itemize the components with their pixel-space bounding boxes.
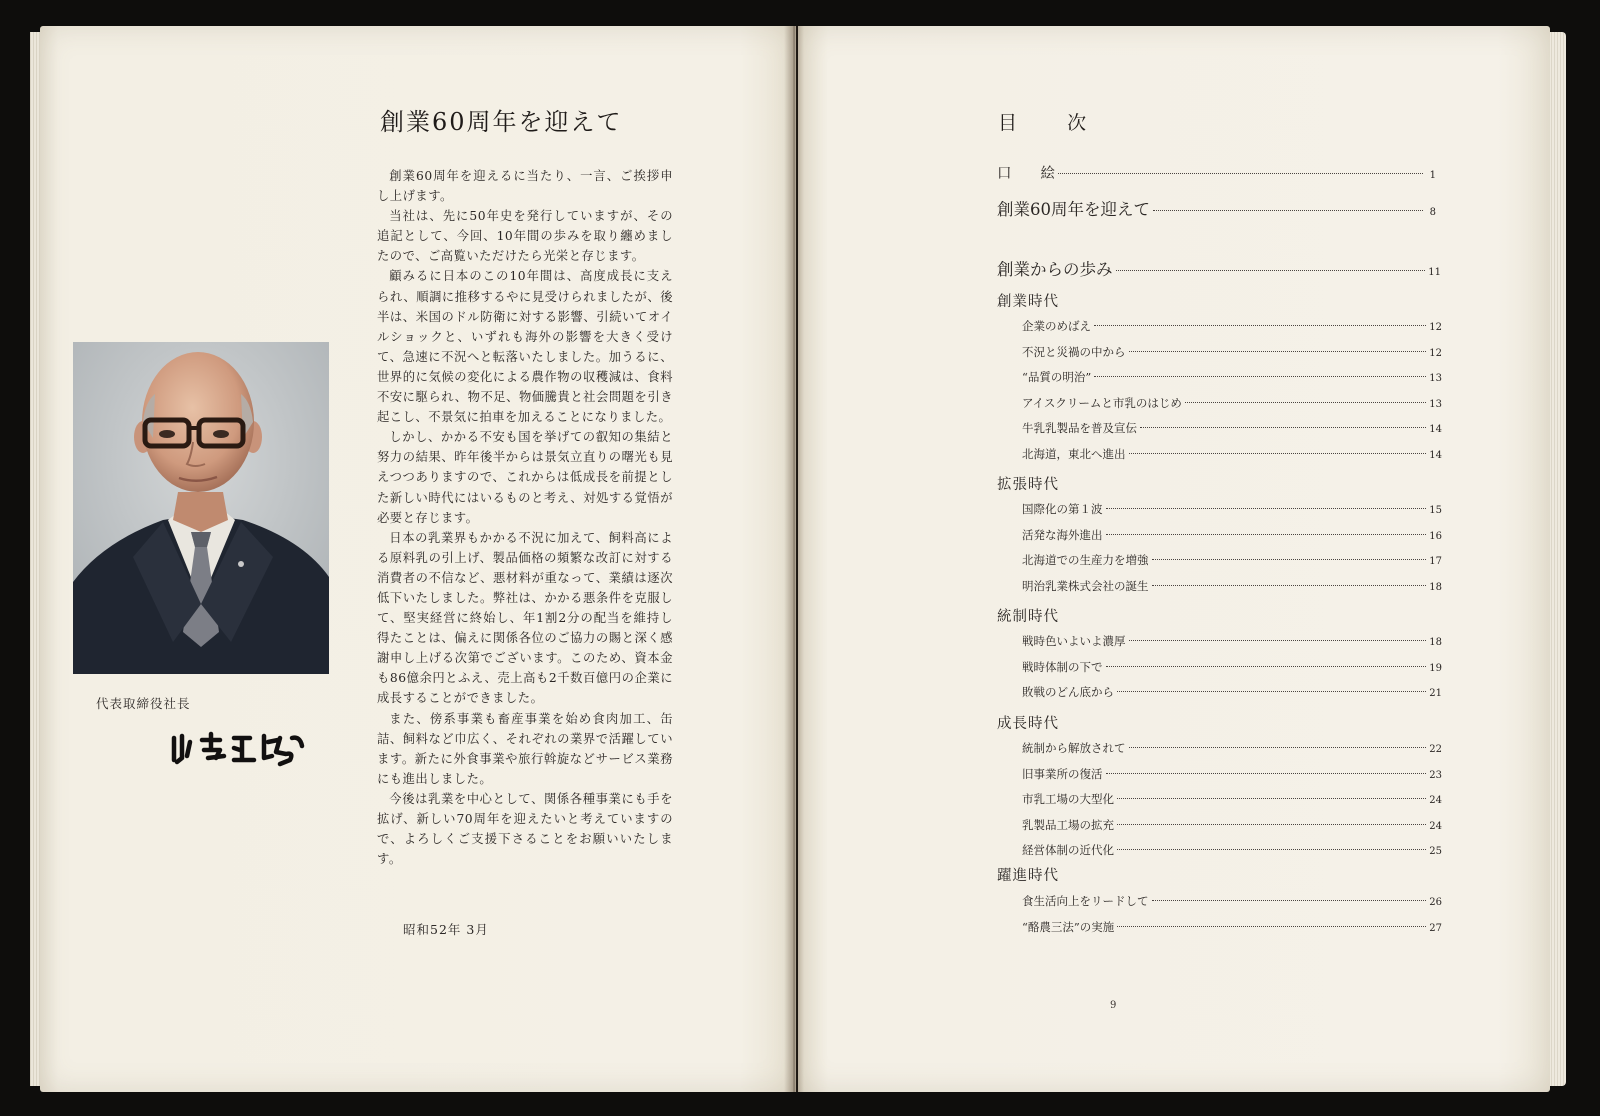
toc-page-number: 23 <box>1429 769 1442 781</box>
toc-heading-char: 目 <box>998 112 1018 134</box>
leader-dots <box>1117 691 1426 692</box>
toc-subentry[interactable] <box>1022 344 1442 360</box>
toc-page-number: 16 <box>1429 530 1442 542</box>
essay-paragraph: しかし、かかる不安も国を挙げての叡知の集結と努力の結果、昨年後半からは景気立直りの曙光も見えつつありますので、これからは低成長を前提とした新しい時代にはいるものと考え、対処する覚悟が必要と存じます。 <box>377 430 673 525</box>
toc-page-number: 12 <box>1429 322 1442 333</box>
leader-dots <box>1129 640 1427 641</box>
toc-subentry[interactable] <box>1022 842 1442 858</box>
toc-entry-label: 国際化の第１波 <box>1022 502 1103 516</box>
page-edges-right <box>1548 32 1566 1086</box>
toc-heading <box>998 108 1086 135</box>
toc-era-heading: 統制時代 <box>997 609 1059 625</box>
toc-entry-label: 北海道，東北へ進出 <box>1022 446 1126 461</box>
toc-page-number: 19 <box>1429 662 1442 674</box>
toc-page-number: 11 <box>1428 267 1441 278</box>
leader-dots <box>1094 376 1426 377</box>
leader-dots <box>1129 747 1427 748</box>
book-gutter <box>784 26 804 1092</box>
leader-dots <box>1185 402 1426 403</box>
toc-subentry[interactable] <box>1022 684 1442 700</box>
toc-page-number: 18 <box>1429 637 1442 648</box>
toc-entry-label: 統制から解放されて <box>1022 741 1126 755</box>
president-signature <box>168 728 308 772</box>
page-number-folio: 9 <box>1110 1000 1117 1011</box>
toc-page-number: 15 <box>1429 505 1442 516</box>
toc-subentry[interactable] <box>1022 527 1442 543</box>
essay-paragraph: 当社は、先に50年史を発行していますが、その追記として、今回、10年間の歩みを取り纏めましたので、ご高覧いただけたら光栄と存じます。 <box>377 209 673 264</box>
leader-dots <box>1140 427 1426 428</box>
toc-page-number: 25 <box>1429 846 1442 857</box>
toc-entry-label: 敗戦のどん底から <box>1022 685 1114 699</box>
toc-subentry[interactable] <box>1022 633 1442 649</box>
toc-page-number: 1 <box>1429 170 1436 181</box>
leader-dots <box>1106 773 1427 774</box>
toc-entry-label: 北海道での生産力を増強 <box>1022 553 1149 567</box>
portrait-illustration <box>73 342 329 674</box>
toc-page-number: 14 <box>1429 424 1442 435</box>
leader-dots <box>1117 849 1426 850</box>
leader-dots <box>1153 210 1423 211</box>
toc-subentry[interactable] <box>1022 893 1442 909</box>
toc-entry-label: “品質の明治” <box>1022 370 1092 384</box>
toc-entry-label: 活発な海外進出 <box>1022 527 1103 542</box>
toc-subentry[interactable] <box>1022 791 1442 807</box>
leader-dots <box>1117 824 1426 825</box>
essay-paragraph: また、傍系事業も畜産事業を始め食肉加工、缶詰、飼料など巾広く、それぞれの業界で活躍しています。新たに外食事業や旅行斡旋などサービス業務にも進出しました。 <box>377 711 673 786</box>
leader-dots <box>1058 173 1423 174</box>
handwritten-signature-graphic <box>168 728 308 768</box>
toc-era-heading: 創業時代 <box>997 294 1059 310</box>
leader-dots <box>1106 534 1427 535</box>
essay-title: 創業60周年を迎えて <box>380 108 623 136</box>
toc-entry-label: 明治乳業株式会社の誕生 <box>1022 578 1149 593</box>
president-portrait-photo <box>73 342 329 674</box>
toc-page-number: 13 <box>1429 398 1442 410</box>
toc-entry-label: 経営体制の近代化 <box>1022 843 1114 857</box>
leader-dots <box>1094 325 1426 326</box>
toc-entry-label: 市乳工場の大型化 <box>1022 792 1114 806</box>
toc-entry-label: 不況と災禍の中から <box>1022 344 1126 359</box>
toc-page-number: 14 <box>1429 449 1442 461</box>
toc-page-number: 24 <box>1429 820 1442 832</box>
toc-entry-label: 乳製品工場の拡充 <box>1022 817 1114 832</box>
toc-entry-history[interactable] <box>997 256 1441 280</box>
toc-era-heading: 躍進時代 <box>997 868 1059 884</box>
essay-date: 昭和52年 3月 <box>403 922 489 937</box>
toc-entry-label: アイスクリームと市乳のはじめ <box>1022 395 1182 410</box>
toc-entry-label: 戦時色いよいよ濃厚 <box>1022 634 1126 648</box>
essay-paragraph: 創業60周年を迎えるに当たり、一言、ご挨拶申し上げます。 <box>377 169 673 204</box>
toc-subentry[interactable] <box>1022 552 1442 568</box>
leader-dots <box>1106 666 1427 667</box>
leader-dots <box>1106 508 1427 509</box>
toc-entry-label: 戦時体制の下で <box>1022 659 1103 674</box>
leader-dots <box>1152 900 1427 901</box>
toc-page-number: 18 <box>1429 581 1442 593</box>
toc-entry-label: 牛乳乳製品を普及宣伝 <box>1022 421 1137 435</box>
toc-subentry[interactable] <box>1022 766 1442 782</box>
toc-subentry[interactable] <box>1022 740 1442 756</box>
toc-subentry[interactable] <box>1022 420 1442 436</box>
toc-page-number: 21 <box>1429 688 1442 699</box>
toc-entry-label: “酪農三法”の実施 <box>1022 919 1115 934</box>
toc-entry-label: 旧事業所の復活 <box>1022 766 1103 781</box>
essay-paragraph: 顧みるに日本のこの10年間は、高度成長に支えられ、順調に推移するやに見受けられましたが、後半は、米国のドル防衛に対する影響、引続いてオイルショックと、いずれも海外の影響を大きく受けて、急速に不況へと転落いたしました。加うるに、世界的に気候の変化による農作物の収穫減は、食料不安に駆られ、物不足、物価騰貴と社会問題を引き起こし、不景気に拍車を加えることになりました。 <box>377 269 673 425</box>
toc-subentry[interactable] <box>1022 659 1442 675</box>
president-title-caption: 代表取締役社長 <box>96 696 191 711</box>
toc-entry-label: 口 絵 <box>997 166 1055 182</box>
leader-dots <box>1152 585 1427 586</box>
toc-era-heading: 拡張時代 <box>997 477 1059 493</box>
leader-dots <box>1152 559 1427 560</box>
toc-page-number: 24 <box>1429 795 1442 806</box>
leader-dots <box>1116 270 1426 271</box>
toc-page-number: 27 <box>1429 922 1442 934</box>
toc-subentry[interactable] <box>1022 446 1442 462</box>
toc-entry-anniversary[interactable] <box>997 196 1436 220</box>
toc-page-number: 22 <box>1429 744 1442 755</box>
toc-subentry[interactable] <box>1022 395 1442 411</box>
toc-subentry[interactable] <box>1022 501 1442 517</box>
essay-paragraph: 日本の乳業界もかかる不況に加えて、飼料高による原料乳の引上げ、製品価格の頻繁な改訂に対する消費者の不信など、悪材料が重なって、業績は逐次低下いたしました。弊社は、かかる悪条件を克服して、堅実経営に終始し、年1割2分の配当を維持し得たことは、偏えに関係各位のご協力の賜と深く感謝申し上げる次第でございます。このため、資本金も86億余円とふえ、売上高も2千数百億円の企業に成長することができました。 <box>377 530 673 706</box>
leader-dots <box>1117 798 1426 799</box>
toc-page-number: 8 <box>1429 207 1436 218</box>
toc-subentry[interactable] <box>1022 318 1442 334</box>
essay-body <box>377 166 673 869</box>
toc-page-number: 13 <box>1429 373 1442 384</box>
toc-subentry[interactable] <box>1022 369 1442 385</box>
toc-page-number: 12 <box>1429 347 1442 359</box>
toc-entry-frontispiece[interactable] <box>997 162 1436 183</box>
toc-subentry[interactable] <box>1022 578 1442 594</box>
toc-era-heading: 成長時代 <box>997 716 1059 732</box>
toc-heading-char: 次 <box>1067 112 1087 134</box>
toc-page-number: 17 <box>1429 556 1442 567</box>
leader-dots <box>1117 926 1426 927</box>
toc-subentry[interactable] <box>1022 919 1442 935</box>
leader-dots <box>1129 351 1427 352</box>
toc-entry-label: 創業からの歩み <box>997 260 1113 279</box>
toc-entry-label: 企業のめばえ <box>1022 319 1091 333</box>
toc-entry-label: 創業60周年を迎えて <box>997 200 1150 219</box>
toc-subentry[interactable] <box>1022 817 1442 833</box>
toc-page-number: 26 <box>1429 897 1442 908</box>
essay-paragraph: 今後は乳業を中心として、関係各種事業にも手を拡げ、新しい70周年を迎えたいと考えていますので、よろしくご支援下さることをお願いいたします。 <box>377 791 673 867</box>
leader-dots <box>1129 453 1427 454</box>
toc-entry-label: 食生活向上をリードして <box>1022 894 1149 908</box>
